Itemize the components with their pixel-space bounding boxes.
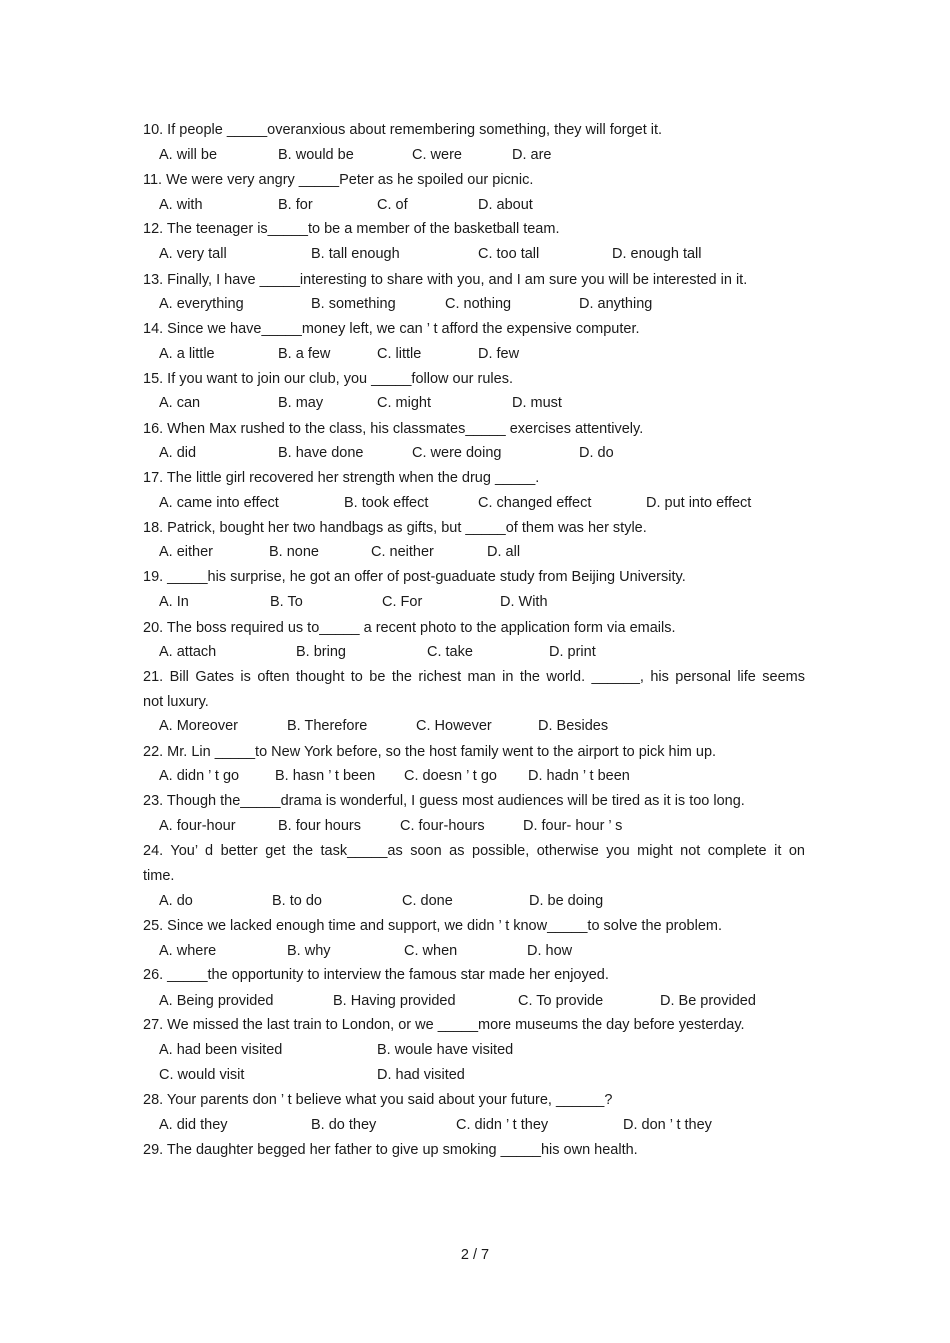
- question-14: 14. Since we have_____money left, we can ’ t afford the expensive computer.: [143, 321, 640, 337]
- option-14-c: C. little: [377, 346, 422, 362]
- option-12-c: C. too tall: [478, 246, 540, 262]
- option-10-b: B. would be: [278, 147, 354, 163]
- option-24-d: D. be doing: [529, 893, 604, 909]
- option-10-a: A. will be: [159, 147, 218, 163]
- option-12-d: D. enough tall: [612, 246, 702, 262]
- option-25-c: C. when: [404, 943, 458, 959]
- question-11: 11. We were very angry _____Peter as he spoiled our picnic.: [143, 172, 534, 188]
- option-26-c: C. To provide: [518, 993, 604, 1009]
- option-14-b: B. a few: [278, 346, 331, 362]
- option-24-a: A. do: [159, 893, 193, 909]
- question-25: 25. Since we lacked enough time and support, we didn ’ t know_____to solve the problem.: [143, 918, 723, 934]
- option-15-b: B. may: [278, 395, 324, 411]
- option-19-c: C. For: [382, 594, 423, 610]
- option-23-a: A. four-hour: [159, 818, 236, 834]
- question-29: 29. The daughter begged her father to give up smoking _____his own health.: [143, 1142, 638, 1158]
- option-24-b: B. to do: [272, 893, 322, 909]
- option-28-c: C. didn ’ t they: [456, 1117, 549, 1133]
- option-19-d: D. With: [500, 594, 548, 610]
- question-12: 12. The teenager is_____to be a member of the basketball team.: [143, 221, 560, 237]
- option-18-b: B. none: [269, 544, 319, 560]
- option-12-a: A. very tall: [159, 246, 227, 262]
- option-13-c: C. nothing: [445, 296, 512, 312]
- option-20-a: A. attach: [159, 644, 217, 660]
- option-10-d: D. are: [512, 147, 552, 163]
- question-24: 24. You’ d better get the task_____as soon as possible, otherwise you might not complete it on: [143, 843, 805, 859]
- option-11-b: B. for: [278, 197, 313, 213]
- option-13-b: B. something: [311, 296, 396, 312]
- question-26: 26. _____the opportunity to interview the famous star made her enjoyed.: [143, 967, 609, 983]
- option-25-d: D. how: [527, 943, 573, 959]
- option-21-c: C. However: [416, 718, 492, 734]
- option-18-c: C. neither: [371, 544, 434, 560]
- option-23-b: B. four hours: [278, 818, 362, 834]
- option-16-d: D. do: [579, 445, 614, 461]
- option-27-a: A. had been visited: [159, 1042, 283, 1058]
- question-20: 20. The boss required us to_____ a recent photo to the application form via emails.: [143, 620, 676, 636]
- option-13-a: A. everything: [159, 296, 244, 312]
- option-19-a: A. In: [159, 594, 189, 610]
- option-25-b: B. why: [287, 943, 331, 959]
- option-19-b: B. To: [270, 594, 303, 610]
- question-16: 16. When Max rushed to the class, his classmates_____ exercises attentively.: [143, 421, 644, 437]
- option-24-c: C. done: [402, 893, 453, 909]
- option-21-d: D. Besides: [538, 718, 609, 734]
- question-21: 21. Bill Gates is often thought to be the richest man in the world. ______, his personal life seems: [143, 669, 805, 685]
- option-17-b: B. took effect: [344, 495, 429, 511]
- option-23-c: C. four-hours: [400, 818, 485, 834]
- option-17-a: A. came into effect: [159, 495, 279, 511]
- option-17-c: C. changed effect: [478, 495, 592, 511]
- option-22-c: C. doesn ’ t go: [404, 768, 497, 784]
- option-26-b: B. Having provided: [333, 993, 456, 1009]
- option-21-a: A. Moreover: [159, 718, 238, 734]
- question-17: 17. The little girl recovered her strength when the drug _____.: [143, 470, 540, 486]
- question-19: 19. _____his surprise, he got an offer of post-guaduate study from Beijing University.: [143, 569, 686, 585]
- option-15-c: C. might: [377, 395, 431, 411]
- option-28-a: A. did they: [159, 1117, 228, 1133]
- option-16-c: C. were doing: [412, 445, 502, 461]
- option-20-b: B. bring: [296, 644, 346, 660]
- option-18-a: A. either: [159, 544, 213, 560]
- option-21-b: B. Therefore: [287, 718, 368, 734]
- option-18-d: D. all: [487, 544, 521, 560]
- option-25-a: A. where: [159, 943, 217, 959]
- option-14-d: D. few: [478, 346, 520, 362]
- option-26-d: D. Be provided: [660, 993, 756, 1009]
- option-11-c: C. of: [377, 197, 408, 213]
- option-14-a: A. a little: [159, 346, 215, 362]
- option-15-d: D. must: [512, 395, 562, 411]
- question-21-continued: not luxury.: [143, 694, 209, 710]
- option-28-b: B. do they: [311, 1117, 377, 1133]
- option-12-b: B. tall enough: [311, 246, 400, 262]
- option-17-d: D. put into effect: [646, 495, 752, 511]
- option-11-d: D. about: [478, 197, 533, 213]
- option-23-d: D. four- hour ’ s: [523, 818, 623, 834]
- question-22: 22. Mr. Lin _____to New York before, so the host family went to the airport to pick him up.: [143, 744, 717, 760]
- option-26-a: A. Being provided: [159, 993, 274, 1009]
- question-28: 28. Your parents don ’ t believe what you said about your future, ______?: [143, 1092, 613, 1108]
- question-23: 23. Though the_____drama is wonderful, I guess most audiences will be tired as it is too long.: [143, 793, 745, 809]
- option-16-b: B. have done: [278, 445, 364, 461]
- question-15: 15. If you want to join our club, you _____follow our rules.: [143, 371, 513, 387]
- option-10-c: C. were: [412, 147, 462, 163]
- option-27-c: C. would visit: [159, 1067, 245, 1083]
- option-20-d: D. print: [549, 644, 596, 660]
- question-13: 13. Finally, I have _____interesting to share with you, and I am sure you will be interested in it.: [143, 272, 748, 288]
- option-15-a: A. can: [159, 395, 201, 411]
- question-18: 18. Patrick, bought her two handbags as gifts, but _____of them was her style.: [143, 520, 647, 536]
- option-20-c: C. take: [427, 644, 473, 660]
- question-10: 10. If people _____overanxious about remembering something, they will forget it.: [143, 122, 663, 138]
- option-11-a: A. with: [159, 197, 203, 213]
- question-27: 27. We missed the last train to London, or we _____more museums the day before yesterday.: [143, 1017, 745, 1033]
- option-22-a: A. didn ’ t go: [159, 768, 240, 784]
- page-number: 2 / 7: [460, 1247, 490, 1263]
- option-22-b: B. hasn ’ t been: [275, 768, 376, 784]
- question-24-continued: time.: [143, 868, 175, 884]
- option-13-d: D. anything: [579, 296, 653, 312]
- option-22-d: D. hadn ’ t been: [528, 768, 630, 784]
- option-28-d: D. don ’ t they: [623, 1117, 712, 1133]
- option-16-a: A. did: [159, 445, 197, 461]
- option-27-b: B. woule have visited: [377, 1042, 514, 1058]
- option-27-d: D. had visited: [377, 1067, 465, 1083]
